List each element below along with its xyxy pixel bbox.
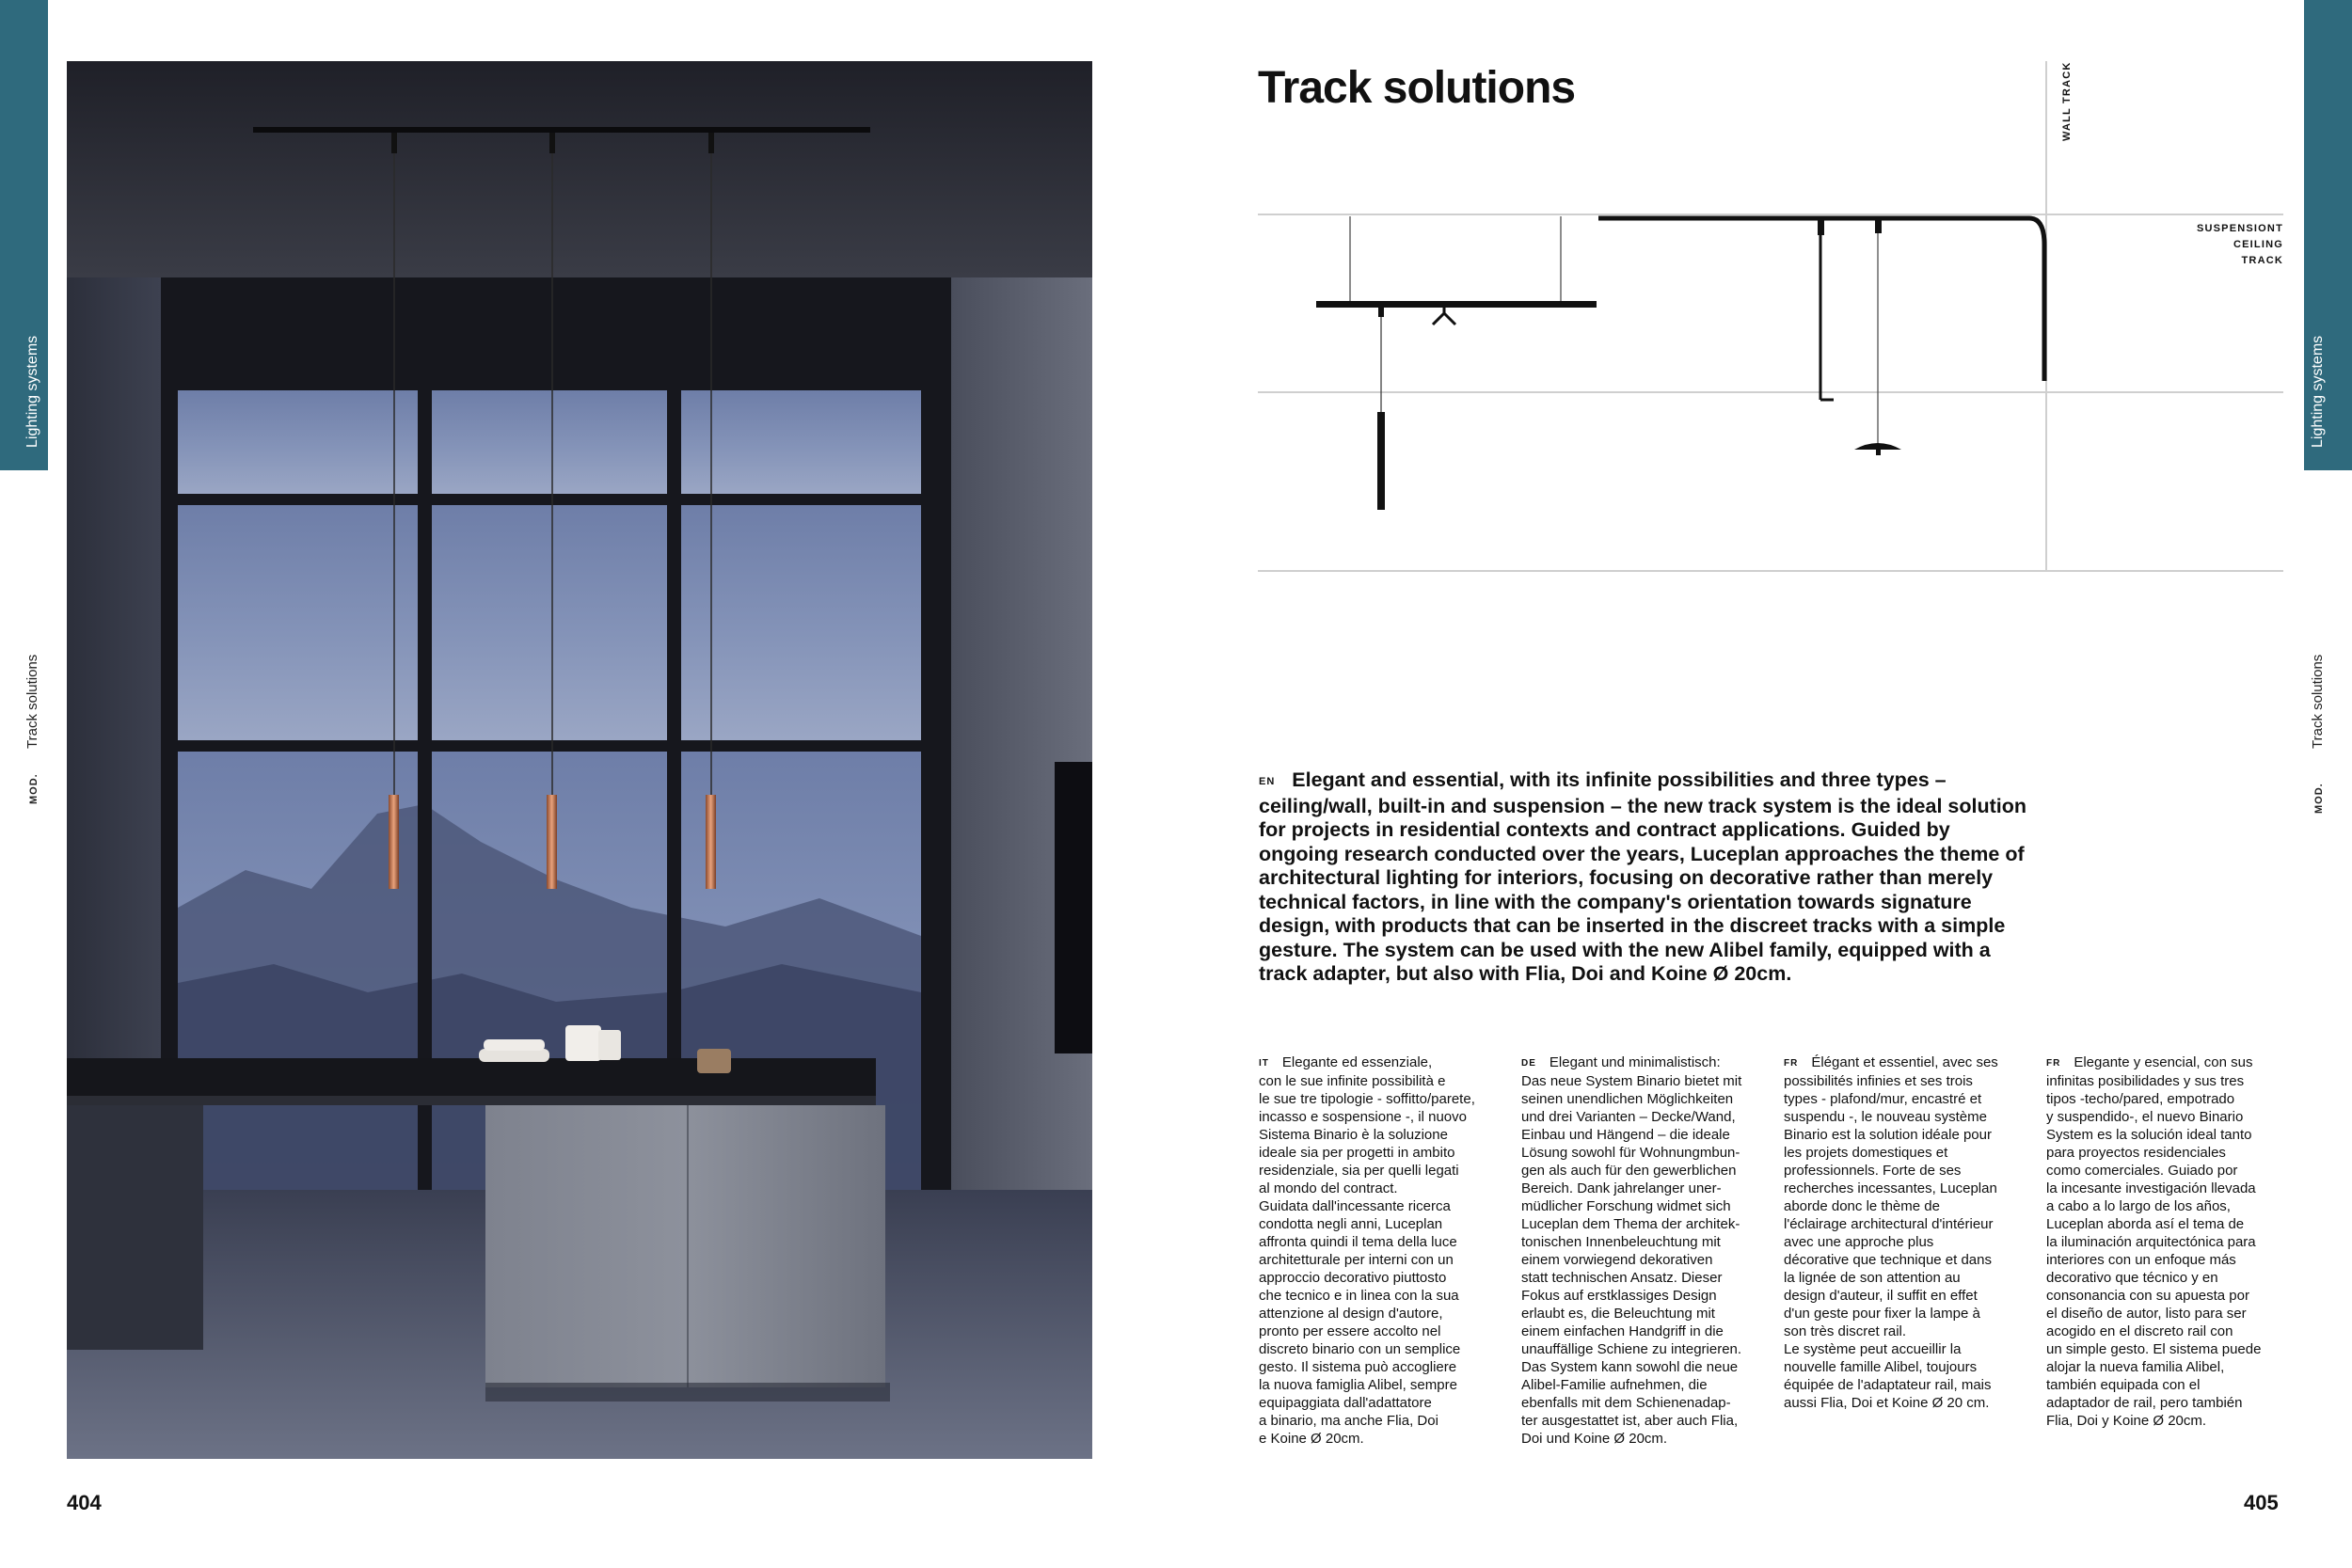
column-fr bbox=[1784, 1053, 2019, 1412]
suspension-label-line-3: TRACK bbox=[2241, 255, 2283, 266]
column-es-text: Elegante y esencial, con sus infinitas posibilidades y sus tres tipos -techo/pared, empotrado y suspendido-, el nuevo Binario System es la solución ideal tanto para proyectos residenciales como comerciales. Guiado por la incesante investigación llevada a cabo a lo largo de los años, Luceplan aborda así el tema de la iluminación arquitectónica para interiores con un enfoque más decorativo que técnico y en consonancia con su apuesta por el diseño de autor, listo para ser acogido en el discreto rail con un simple gesto. El sistema puede alojar la nueva familia Alibel, también equipada con el adaptador de rail, pero también Flia, Doi y Koine Ø 20cm. bbox=[2046, 1054, 2262, 1429]
side-section-label-left: Track solutions bbox=[24, 654, 40, 749]
column-fr-lang: FR bbox=[1784, 1058, 1799, 1069]
column-it-text: Elegante ed essenziale, con le sue infinite possibilità e le sue tre tipologie - soffitto/parete, incasso e sospensione -, il nuovo Sistema Binario è la soluzione ideale sia per progetti in ambito residenziale, sia per quelli legati al mondo del contract. Guidata dall'incessante ricerca condotta negli anni, Luceplan affronta quindi il tema della luce architetturale per interni con un approccio decorativo piuttosto che tecnico e in linea con la sua attenzione al design d'autore, pronto per essere accolto nel discreto binario con un semplice gesto. Il sistema può accogliere la nuova famiglia Alibel, sempre equipaggiata dall'adattatore a binario, ma anche Flia, Doi e Koine Ø 20cm. bbox=[1259, 1054, 1475, 1447]
spot-hanger bbox=[1433, 308, 1455, 325]
track-diagram bbox=[1258, 56, 2293, 583]
intro-text: Elegant and essential, with its infinite possibilities and three types – ceiling/wall, built-in and suspension – the new track system is the ideal solution for projects in residential contexts and contract applications. Guided by ongoing research conducted over the years, Luceplan approaches the theme of architectural lighting for interiors, focusing on decorative rather than merely technical factors, in line with the company's orientation towards signature design, with products that can be inserted in the discreet tracks with a simple gesture. The system can be used with the new Alibel family, equipped with a track adapter, but also with Flia, Doi and Koine Ø 20cm. bbox=[1259, 768, 2026, 985]
kitchen-interior-photo bbox=[67, 61, 1092, 1459]
side-section-mod-left: MOD. bbox=[28, 773, 40, 804]
side-tab-label-right: Lighting systems bbox=[2310, 335, 2326, 448]
column-es bbox=[2046, 1053, 2281, 1430]
column-de-lang: DE bbox=[1521, 1058, 1536, 1069]
column-es-lang: FR bbox=[2046, 1058, 2061, 1069]
side-section-label-right: Track solutions bbox=[2310, 654, 2326, 749]
side-section-mod-right: MOD. bbox=[2313, 783, 2325, 814]
suspended-adapter bbox=[1378, 308, 1384, 317]
intro-lang-code: EN bbox=[1259, 776, 1276, 787]
ceiling-adapter-2 bbox=[1875, 220, 1882, 233]
wall-track-label: WALL TRACK bbox=[2061, 61, 2073, 141]
disc-pendant bbox=[1854, 443, 1901, 450]
column-de-text: Elegant und minimalistisch: Das neue System Binario bietet mit seinen unendlichen Möglichkeiten und drei Varianten – Decke/Wand, Einbau und Hängend – die ideale Lösung sowohl für Wohnungmbun- gen als auch für den gewerblichen Bereich. Dank jahrelanger uner- müdlicher Forschung widmet sich Luceplan dem Thema der architek- tonischen Innenbeleuchtung mit einem vorwiegend dekorativen statt technischen Ansatz. Dieser Fokus auf erstklassiges Design erlaubt es, die Beleuchtung mit einem einfachen Handgriff in die unauffällige Schiene zu integrieren. Das System kann sowohl die neue Alibel-Familie aufnehmen, die ebenfalls mit dem Schienenadap- ter ausgestattet ist, aber auch Flia, Doi und Koine Ø 20cm. bbox=[1521, 1054, 1742, 1447]
column-de bbox=[1521, 1053, 1756, 1448]
page-title: Track solutions bbox=[1258, 63, 1576, 113]
page-number-right: 405 bbox=[2244, 1491, 2279, 1514]
suspension-label-line-1: SUSPENSIONT bbox=[2196, 223, 2283, 234]
cylinder-pendant bbox=[1377, 412, 1385, 510]
ceiling-adapter-1 bbox=[1818, 220, 1824, 235]
column-it-lang: IT bbox=[1259, 1058, 1269, 1069]
intro-paragraph bbox=[1259, 768, 2030, 987]
suspension-label-line-2: CEILING bbox=[2233, 239, 2283, 250]
side-tab-label-left: Lighting systems bbox=[24, 335, 40, 448]
page-number-left: 404 bbox=[67, 1491, 102, 1514]
column-it bbox=[1259, 1053, 1494, 1448]
ceiling-to-wall-track bbox=[2029, 218, 2044, 381]
column-fr-text: Élégant et essentiel, avec ses possibilités infinies et ses trois types - plafond/mur, encastré et suspendu -, le nouveau système Binario est la solution idéale pour les projets domestiques et professionnels. Forte de ses recherches incessantes, Luceplan aborde donc le thème de l'éclairage architectural d'intérieur avec une approche plus décorative que technique et dans la lignée de son attention au design d'auteur, il suffit en effet d'un geste pour fixer la lampe à son très discret rail. Le système peut accueillir la nouvelle famille Alibel, toujours équipée de l'adaptateur rail, mais aussi Flia, Doi et Koine Ø 20 cm. bbox=[1784, 1054, 1998, 1411]
suspended-track bbox=[1316, 301, 1597, 308]
